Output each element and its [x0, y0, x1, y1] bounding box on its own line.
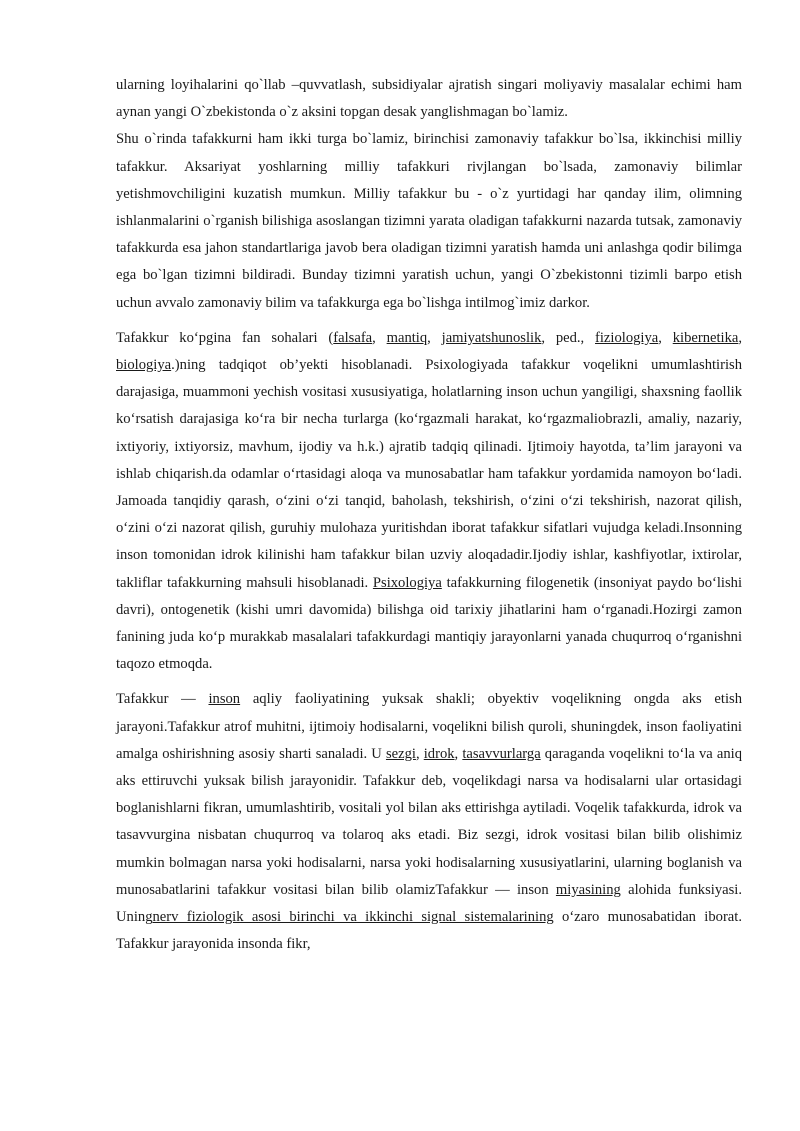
- separator: ,: [415, 745, 424, 762]
- link-sezgi[interactable]: sezgi: [385, 745, 416, 762]
- paragraph-4-text-e: o‘zaro munosabatidan iborat. Tafakkur jarayonida insonda fikr,: [116, 909, 742, 953]
- link-fiziologiya[interactable]: fiziologiya: [595, 329, 659, 346]
- paragraph-3: [116, 325, 742, 679]
- paragraph-2: [116, 126, 742, 316]
- separator: ,: [738, 329, 743, 346]
- link-mantiq[interactable]: mantiq: [386, 329, 428, 346]
- paragraph-3-text-c: tafakkurning filogenetik (insoniyat paydo bo‘lishi davri), ontogenetik (kishi umri davomida) bilishga oid tarixiy jihatlarini ham o‘rganadi.Hozirgi zamon fanining juda ko‘p murakkab masalalari tafakkurdagi mantiqiy jarayonlarni yanada chuqurroq o‘rganishni taqozo etmoqda.: [116, 574, 742, 673]
- separator: ,: [658, 329, 673, 346]
- link-biologiya[interactable]: biologiya: [116, 357, 172, 374]
- paragraph-2-text: Shu o`rinda tafakkurni ham ikki turga bo`lamiz, birinchisi zamonaviy tafakkur bo`lsa, ikkinchisi milliy tafakkur. Aksariyat yoshlarning milliy tafakkuri rivjlangan bo`lsada, zamonaviy bilimlar yetishmovchiligini kuzatish mumkun. Milliy tafakkur bu - o`z yurtidagi har qanday ilim, olimning ishlanmalarini o`rganish bilishiga asoslangan tizimni yarata oladigan tafakkurni nazarda tutsak, zamonaviy tafakkurda esa jahon standartlariga javob bera oladigan tizimni yaratish hamda uni anlashga qodir bilimga ega bo`lgan tizimni bildiradi. Bunday tizimni yaratish uchun, yangi O`zbekistonni tizimli barpo etish uchun avvalo zamonaviy bilim va tafakkurga ega bo`lishga intilmog`imiz darkor.: [116, 131, 742, 311]
- paragraph-4-text-b: aqliy faoliyatining yuksak shakli; obyektiv voqelikning ongda aks etish jarayoni.Tafakkur atrof muhitni, ijtimoiy hodisalarni, voqelikni bilish quroli, shuningdek, inson faoliyatini amalga oshirishning asosiy sharti sanaladi. U: [116, 691, 742, 762]
- separator: ,: [372, 329, 387, 346]
- link-psixologiya[interactable]: Psixologiya: [372, 574, 442, 591]
- paragraph-4: [116, 686, 742, 958]
- link-tasavvurlarga[interactable]: tasavvurlarga: [462, 745, 541, 762]
- link-nerv-fiziologik-asosi[interactable]: nerv fiziologik asosi birinchi va ikkinchi signal sistemalarining: [152, 909, 554, 926]
- paragraph-3-text-a: Tafakkur ko‘pgina fan sohalari (: [116, 329, 334, 346]
- link-jamiyatshunoslik[interactable]: jamiyatshunoslik: [441, 329, 542, 346]
- paragraph-1-text: ularning loyihalarini qo`llab –quvvatlash, subsidiyalar ajratish singari moliyaviy masalalar echimi ham aynan yangi O`zbekistonda o`z aksini topgan desak yanglishmagan bo`lamiz.: [116, 77, 742, 121]
- link-miyasining[interactable]: miyasining: [555, 881, 621, 898]
- separator: ,: [454, 745, 463, 762]
- separator: ,: [427, 329, 442, 346]
- separator: , ped.,: [541, 329, 596, 346]
- link-idrok[interactable]: idrok: [423, 745, 455, 762]
- link-falsafa[interactable]: falsafa: [333, 329, 373, 346]
- paragraph-4-text-c: qaraganda voqelikni to‘la va aniq aks ettiruvchi yuksak bilish jarayonidir. Tafakkur deb, voqelikdagi narsa va hodisalarni ular ortasidagi boglanishlarni fikran, umumlashtirib, vositali yol bilan aks ettirishga aytiladi. Voqelik tafakkurda, idrok va tasavvurgina nisbatan chuqurroq va tolaroq aks etadi. Biz sezgi, idrok vositasi bilan bilib olishimiz mumkin bolmagan narsa yoki hodisalarni, narsa yoki hodisalarning xususiyatlarini, ularning boglanish va munosabatlarini tafakkur vositasi bilan bilib olamizTafakkur — inson: [116, 745, 743, 898]
- link-kibernetika[interactable]: kibernetika: [672, 329, 739, 346]
- paragraph-3-text-b: .)ning tadqiqot ob’yekti hisoblanadi. Psixologiyada tafakkur voqelikni umumlashtirish darajasiga, muammoni yechish vositasi xususiyatiga, holatlarning inson uchun yangiligi, shaxsning faollik ko‘rsatish darajasiga ko‘ra bir necha turlarga (ko‘rgazmali harakat, ko‘rgazmaliobrazli, amaliy, nazariy, ixtiyoriy, ixtiyorsiz, mavhum, ijodiy va h.k.) ajratib tadqiq qilinadi. Ijtimoiy hayotda, ta’lim jarayoni va ishlab chiqarish.da odamlar o‘rtasidagi aloqa va munosabatlar ham tafakkur yordamida namoyon bo‘ladi. Jamoada tanqidiy qarash, o‘zini o‘zi tanqid, baholash, tekshirish, o‘zini o‘zi tekshirish, nazorat qilish, o‘zini o‘zi nazorat qilish, guruhiy mulohaza yuritishdan iborat tafakkur sifatlari vujudga keladi.Insonning inson tomonidan idrok kilinishi ham tafakkur bilan uzviy aloqadadir.Ijodiy ishlar, kashfiyotlar, ixtirolar, takliflar tafakkurning mahsuli hisoblanadi.: [116, 357, 742, 591]
- paragraph-4-text-d: alohida funksiyasi. Uning: [116, 881, 742, 926]
- paragraph-1: [116, 72, 742, 126]
- link-inson[interactable]: inson: [208, 691, 241, 708]
- paragraph-4-text-a: Tafakkur —: [116, 691, 209, 708]
